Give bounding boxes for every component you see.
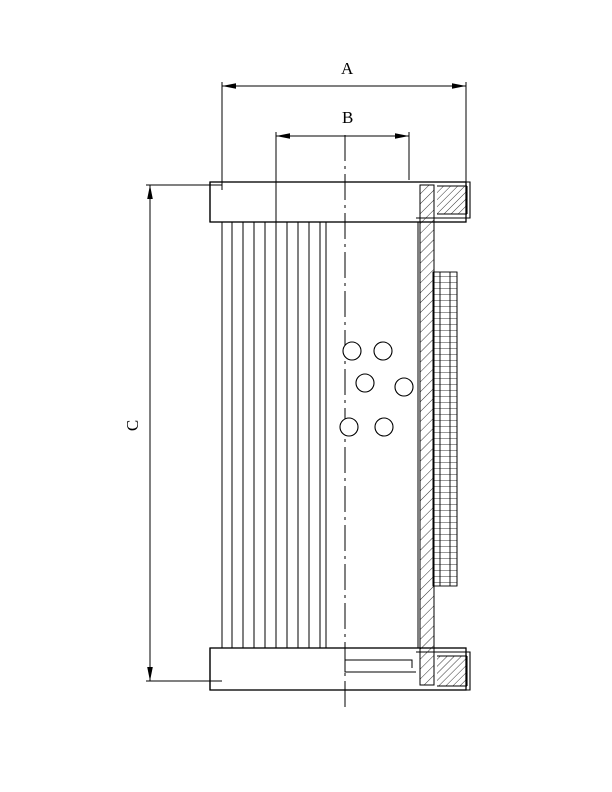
dimension-label-a: A — [341, 59, 354, 78]
inner-core-tube — [326, 222, 418, 648]
dimension-label-c: C — [123, 419, 143, 432]
core-perforations — [340, 342, 413, 436]
inner-lip-bottom — [345, 652, 416, 672]
pleat-pack — [222, 222, 326, 648]
dimension-c — [146, 185, 222, 681]
outer-shell-hatched-wall — [420, 185, 434, 685]
dimension-label-b: B — [342, 108, 354, 127]
spring-coil-section — [433, 272, 457, 586]
inner-lip-top — [326, 222, 418, 240]
dimension-b — [276, 132, 409, 224]
